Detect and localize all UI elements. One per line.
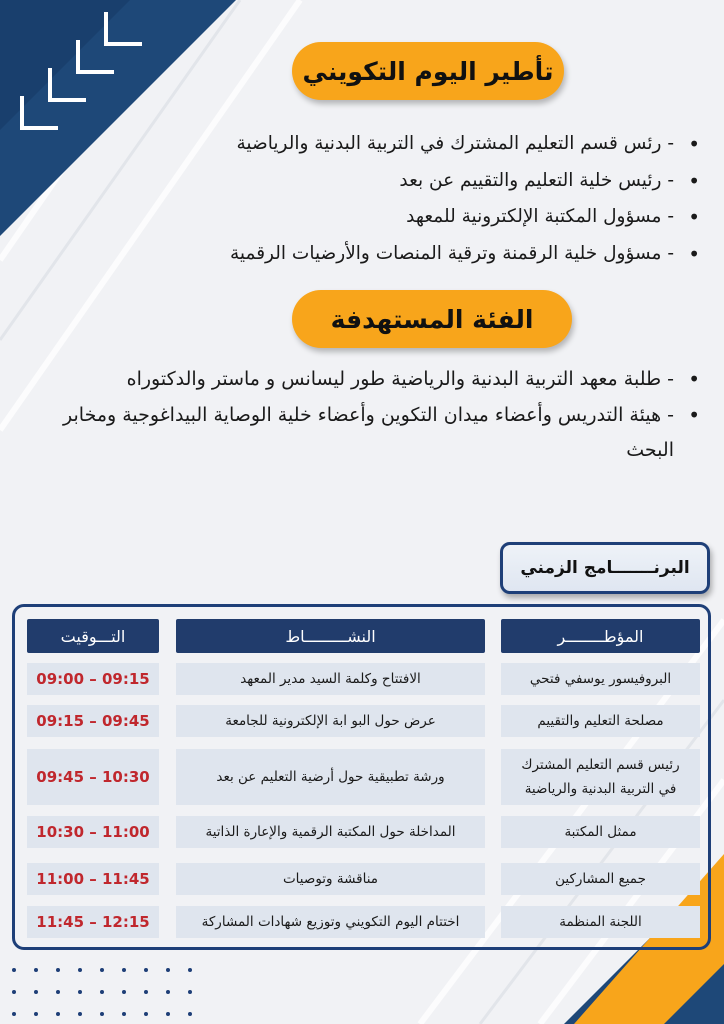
program-title-text: البرنـــــــامج الزمني — [520, 558, 690, 578]
header-time: التـــوقيت — [27, 619, 159, 653]
dots-decoration — [8, 966, 208, 1024]
list-item: • - هيئة التدريس وأعضاء ميدان التكوين وأعضاء خلية الوصاية البيداغوجية ومخابر البحث — [40, 398, 700, 468]
row-1-activity: الافتتاح وكلمة السيد مدير المعهد — [176, 663, 485, 695]
row-1-organizer: البروفيسور يوسفي فتحي — [501, 663, 700, 695]
section-title-framing — [292, 42, 564, 100]
framing-list — [60, 126, 700, 272]
header-organizer: المؤطــــــــر — [501, 619, 700, 653]
row-5-activity: مناقشة وتوصيات — [176, 863, 485, 895]
list-item: • - رئس قسم التعليم المشترك في التربية البدنية والرياضية — [60, 126, 700, 163]
row-3-time: 09:45 – 10:30 — [27, 749, 159, 805]
row-6-organizer: اللجنة المنظمة — [501, 906, 700, 938]
row-3-organizer: رئيس قسم التعليم المشترك في التربية البدنية والرياضية — [501, 749, 700, 805]
row-4-organizer: ممثل المكتبة — [501, 816, 700, 848]
section-title-target-group — [292, 290, 572, 348]
row-4-activity: المداخلة حول المكتبة الرقمية والإعارة الذاتية — [176, 816, 485, 848]
row-2-time: 09:15 – 09:45 — [27, 705, 159, 737]
header-activity: النشـــــــــاط — [176, 619, 485, 653]
row-6-time: 11:45 – 12:15 — [27, 906, 159, 938]
row-4-time: 10:30 – 11:00 — [27, 816, 159, 848]
target-group-list — [40, 362, 700, 469]
row-5-time: 11:00 – 11:45 — [27, 863, 159, 895]
section-title-target-group-text: الفئة المستهدفة — [330, 304, 534, 334]
row-3-activity: ورشة تطبيقية حول أرضية التعليم عن بعد — [176, 749, 485, 805]
list-item: • - رئيس خلية التعليم والتقييم عن بعد — [60, 163, 700, 200]
row-2-activity: عرض حول البو ابة الإلكترونية للجامعة — [176, 705, 485, 737]
list-item: • - مسؤول خلية الرقمنة وترقية المنصات والأرضيات الرقمية — [60, 236, 700, 273]
row-2-organizer: مصلحة التعليم والتقييم — [501, 705, 700, 737]
section-title-framing-text: تأطير اليوم التكويني — [302, 56, 554, 86]
list-item: • - طلبة معهد التربية البدنية والرياضية طور ليسانس و ماستر والدكتوراه — [40, 362, 700, 397]
row-1-time: 09:00 – 09:15 — [27, 663, 159, 695]
program-title — [500, 542, 710, 594]
list-item: • - مسؤول المكتبة الإلكترونية للمعهد — [60, 199, 700, 236]
row-5-organizer: جميع المشاركين — [501, 863, 700, 895]
row-6-activity: اختتام اليوم التكويني وتوزيع شهادات المشاركة — [176, 906, 485, 938]
